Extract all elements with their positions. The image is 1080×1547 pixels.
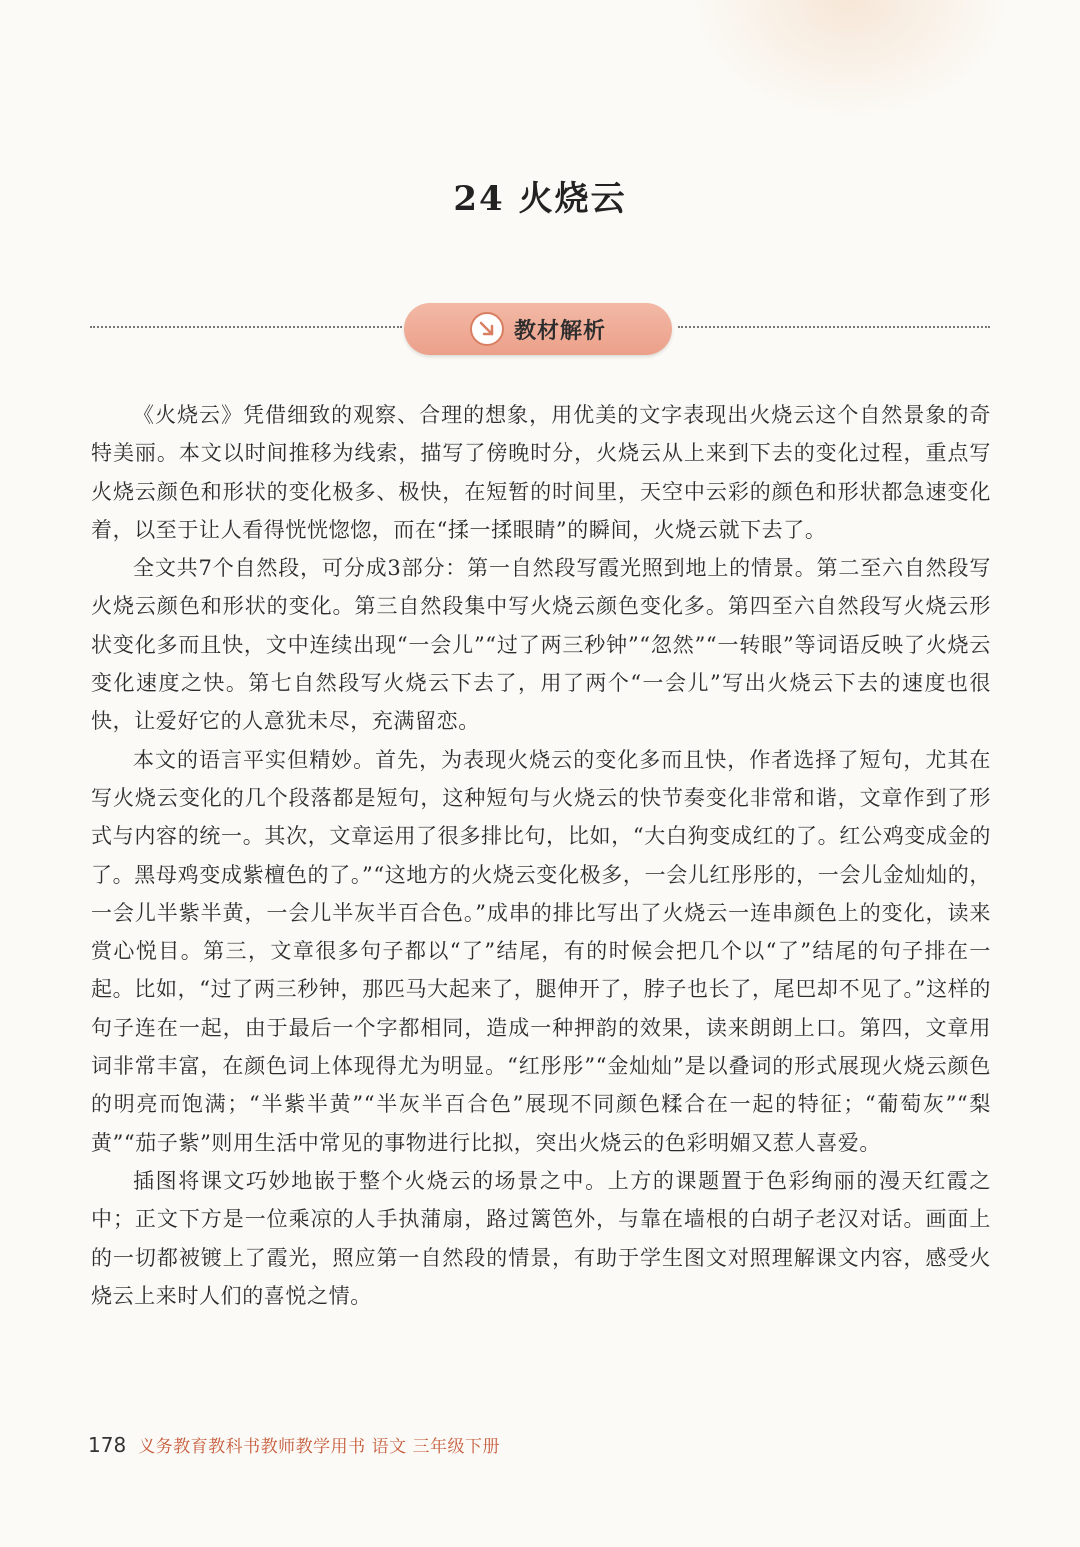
- paragraph-3: 本文的语言平实但精妙。首先，为表现火烧云的变化多而且快，作者选择了短句，尤其在写火烧云变化的几个段落都是短句，这种短句与火烧云的快节奏变化非常和谐，文章作到了形式与内容的统一。其次，文章运用了很多排比句，比如，“大白狗变成红的了。红公鸡变成金的了。黑母鸡变成紫檀色的了。”“这地方的火烧云变化极多，一会儿红彤彤的，一会儿金灿灿的，一会儿半紫半黄，一会儿半灰半百合色。”成串的排比写出了火烧云一连串颜色上的变化，读来赏心悦目。第三，文章很多句子都以“了”结尾，有的时候会把几个以“了”结尾的句子排在一起。比如，“过了两三秒钟，那匹马大起来了，腿伸开了，脖子也长了，尾巴却不见了。”这样的句子连在一起，由于最后一个字都相同，造成一种押韵的效果，读来朗朗上口。第四，文章用词非常丰富，在颜色词上体现得尤为明显。“红彤彤”“金灿灿”是以叠词的形式展现火烧云颜色的明亮而饱满；“半紫半黄”“半灰半百合色”展现不同颜色糅合在一起的特征；“葡萄灰”“梨黄”“茄子紫”则用生活中常见的事物进行比拟，突出火烧云的色彩明媚又惹人喜爱。: [91, 747, 991, 1155]
- dotted-divider-left: [90, 326, 402, 328]
- lesson-number: 24: [453, 178, 505, 219]
- section-header: [90, 303, 990, 355]
- body-text: [91, 396, 991, 1315]
- page-footer: [88, 1432, 500, 1457]
- section-label: 教材解析: [513, 318, 606, 344]
- lesson-title: [0, 171, 1080, 220]
- page-number: 178: [88, 1433, 127, 1457]
- book-title: 义务教育教科书教师教学用书 语文 三年级下册: [138, 1437, 500, 1457]
- arrow-down-right-icon: [470, 312, 504, 346]
- page-glow: [690, 0, 1010, 120]
- paragraph-4: 插图将课文巧妙地嵌于整个火烧云的场景之中。上方的课题置于色彩绚丽的漫天红霞之中；正文下方是一位乘凉的人手执蒲扇，路过篱笆外，与靠在墙根的白胡子老汉对话。画面上的一切都被镀上了霞光，照应第一自然段的情景，有助于学生图文对照理解课文内容，感受火烧云上来时人们的喜悦之情。: [91, 1168, 991, 1308]
- section-pill: [404, 303, 672, 355]
- lesson-title-text: 火烧云: [518, 178, 627, 219]
- paragraph-1: 《火烧云》凭借细致的观察、合理的想象，用优美的文字表现出火烧云这个自然景象的奇特美丽。本文以时间推移为线索，描写了傍晚时分，火烧云从上来到下去的变化过程，重点写火烧云颜色和形状的变化极多、极快，在短暂的时间里，天空中云彩的颜色和形状都急速变化着，以至于让人看得恍恍惚惚，而在“揉一揉眼睛”的瞬间，火烧云就下去了。: [91, 403, 991, 542]
- paragraph-2: 全文共7个自然段，可分成3部分：第一自然段写霞光照到地上的情景。第二至六自然段写火烧云颜色和形状的变化。第三自然段集中写火烧云颜色变化多。第四至六自然段写火烧云形状变化多而且快，文中连续出现“一会儿”“过了两三秒钟”“忽然”“一转眼”等词语反映了火烧云变化速度之快。第七自然段写火烧云下去了，用了两个“一会儿”写出火烧云下去的速度也很快，让爱好它的人意犹未尽，充满留恋。: [91, 556, 991, 734]
- dotted-divider-right: [678, 326, 990, 328]
